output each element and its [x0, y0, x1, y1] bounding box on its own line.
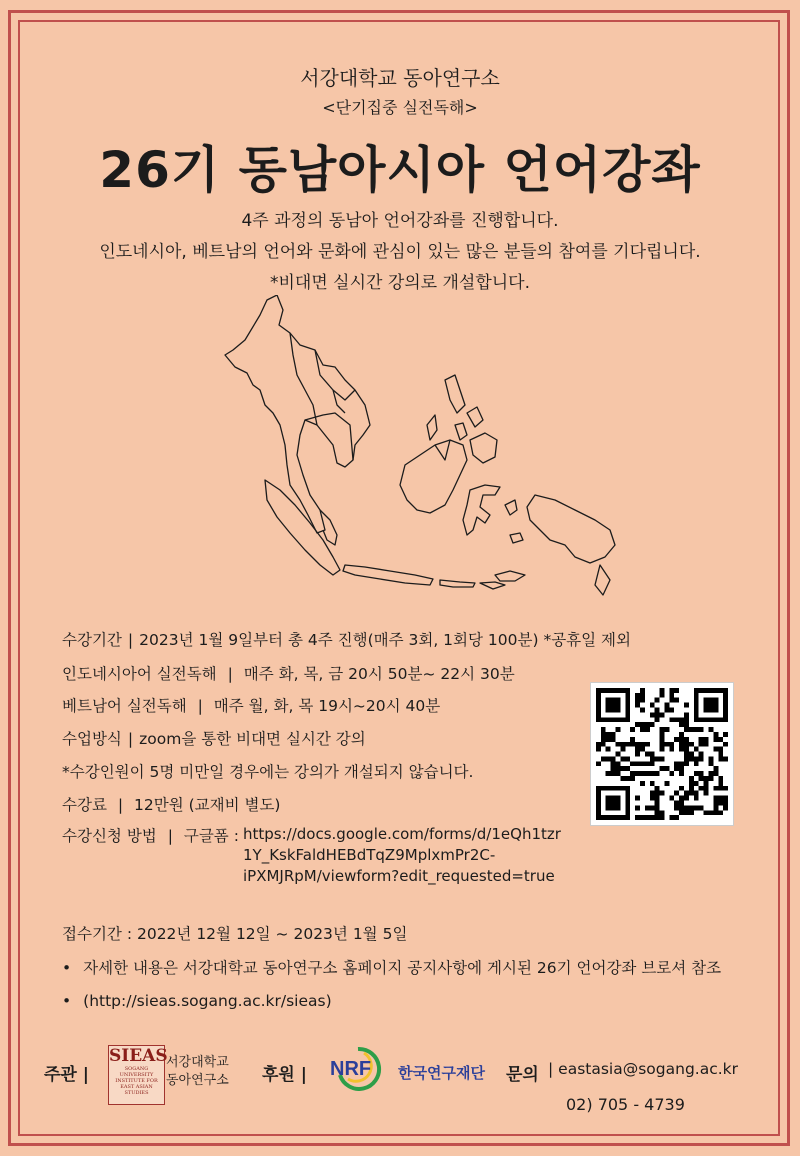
email-text: eastasia@sogang.ac.kr	[558, 1060, 739, 1078]
method-row	[62, 727, 366, 749]
apply-row	[62, 824, 239, 846]
indonesian-label: 인도네시아어 실전독해	[62, 665, 217, 683]
apply-url-link[interactable]	[243, 824, 561, 887]
separator: |	[112, 796, 128, 814]
apply-url-line: https://docs.google.com/forms/d/1eQh1tzr	[243, 825, 561, 843]
intro-text	[0, 206, 800, 299]
list-item: • 자세한 내용은 서강대학교 동아연구소 홈페이지 공지사항에 게시된 26기 언어강좌 브로셔 참조	[62, 952, 721, 985]
reception-period: 접수기간 : 2022년 12월 12일 ~ 2023년 1월 5일	[62, 925, 408, 943]
southeast-asia-map-icon	[205, 295, 620, 605]
separator: |	[127, 631, 134, 649]
contact-label: 문의	[506, 1065, 539, 1085]
fee-label: 수강료	[62, 796, 107, 814]
apply-url-line: 1Y_KskFaldHEBdTqZ9MplxmPr2C-	[243, 846, 496, 864]
method-label: 수업방식	[62, 730, 122, 748]
logo-line: 서강대학교	[166, 1055, 229, 1070]
nrf-name: 한국연구재단	[398, 1064, 485, 1082]
vietnamese-row	[62, 694, 440, 716]
sponsor-label: 후원 |	[262, 1065, 307, 1085]
intro-line: 인도네시아, 베트남의 언어와 문화에 관심이 있는 많은 분들의 참여를 기다립니다.	[99, 242, 701, 262]
nrf-logo-icon	[328, 1045, 394, 1091]
vietnamese-schedule: 매주 월, 화, 목 19시~20시 40분	[213, 697, 441, 715]
intro-line: *비대면 실시간 강의로 개설합니다.	[269, 273, 531, 293]
nrf-abbr: NRF	[330, 1058, 372, 1080]
contact-phone: 02) 705 - 4739	[566, 1095, 685, 1114]
list-item-link[interactable]: • (http://sieas.sogang.ac.kr/sieas)	[62, 985, 721, 1018]
period-value: 2023년 1월 9일부터 총 4주 진행(매주 3회, 1회당 100분) *공휴일 제외	[139, 631, 631, 649]
host-label: 주관 |	[44, 1065, 89, 1085]
intro-line: 4주 과정의 동남아 언어강좌를 진행합니다.	[241, 211, 559, 231]
fee-value: 12만원 (교재비 별도)	[134, 796, 281, 814]
separator: |	[222, 665, 238, 683]
vietnamese-label: 베트남어 실전독해	[62, 697, 187, 715]
period-label: 수강기간	[62, 631, 122, 649]
apply-form-label: 구글폼 :	[183, 827, 239, 845]
organization-name: 서강대학교 동아연구소	[300, 66, 500, 90]
sieas-logo-subtext: SOGANG UNIVERSITY INSTITUTE FOR EAST ASIAN STUDIES	[115, 1066, 158, 1096]
apply-label: 수강신청 방법	[62, 827, 157, 845]
indonesian-row	[62, 662, 515, 684]
apply-url-line: iPXMJRpM/viewform?edit_requested=true	[243, 867, 555, 885]
page-title: 26기 동남아시아 언어강좌	[99, 141, 701, 199]
separator: |	[192, 697, 208, 715]
separator: |	[548, 1060, 559, 1078]
institute-logo-name	[166, 1054, 229, 1090]
course-subtitle: <단기집중 실전독해>	[322, 98, 478, 117]
logo-line: 동아연구소	[166, 1073, 229, 1088]
minimum-notice: *수강인원이 5명 미만일 경우에는 강의가 개설되지 않습니다.	[62, 763, 474, 781]
sieas-logo	[108, 1045, 168, 1105]
period-row	[62, 628, 631, 650]
separator: |	[162, 827, 178, 845]
indonesian-schedule: 매주 화, 목, 금 20시 50분~ 22시 30분	[243, 665, 515, 683]
sieas-logo-text: SIEAS	[109, 1046, 168, 1066]
contact-email[interactable]	[548, 1060, 738, 1078]
fee-row	[62, 793, 280, 815]
notes-list	[62, 952, 721, 1018]
qr-code-icon[interactable]	[590, 682, 734, 826]
separator: |	[127, 730, 134, 748]
method-value: zoom을 통한 비대면 실시간 강의	[139, 730, 366, 748]
